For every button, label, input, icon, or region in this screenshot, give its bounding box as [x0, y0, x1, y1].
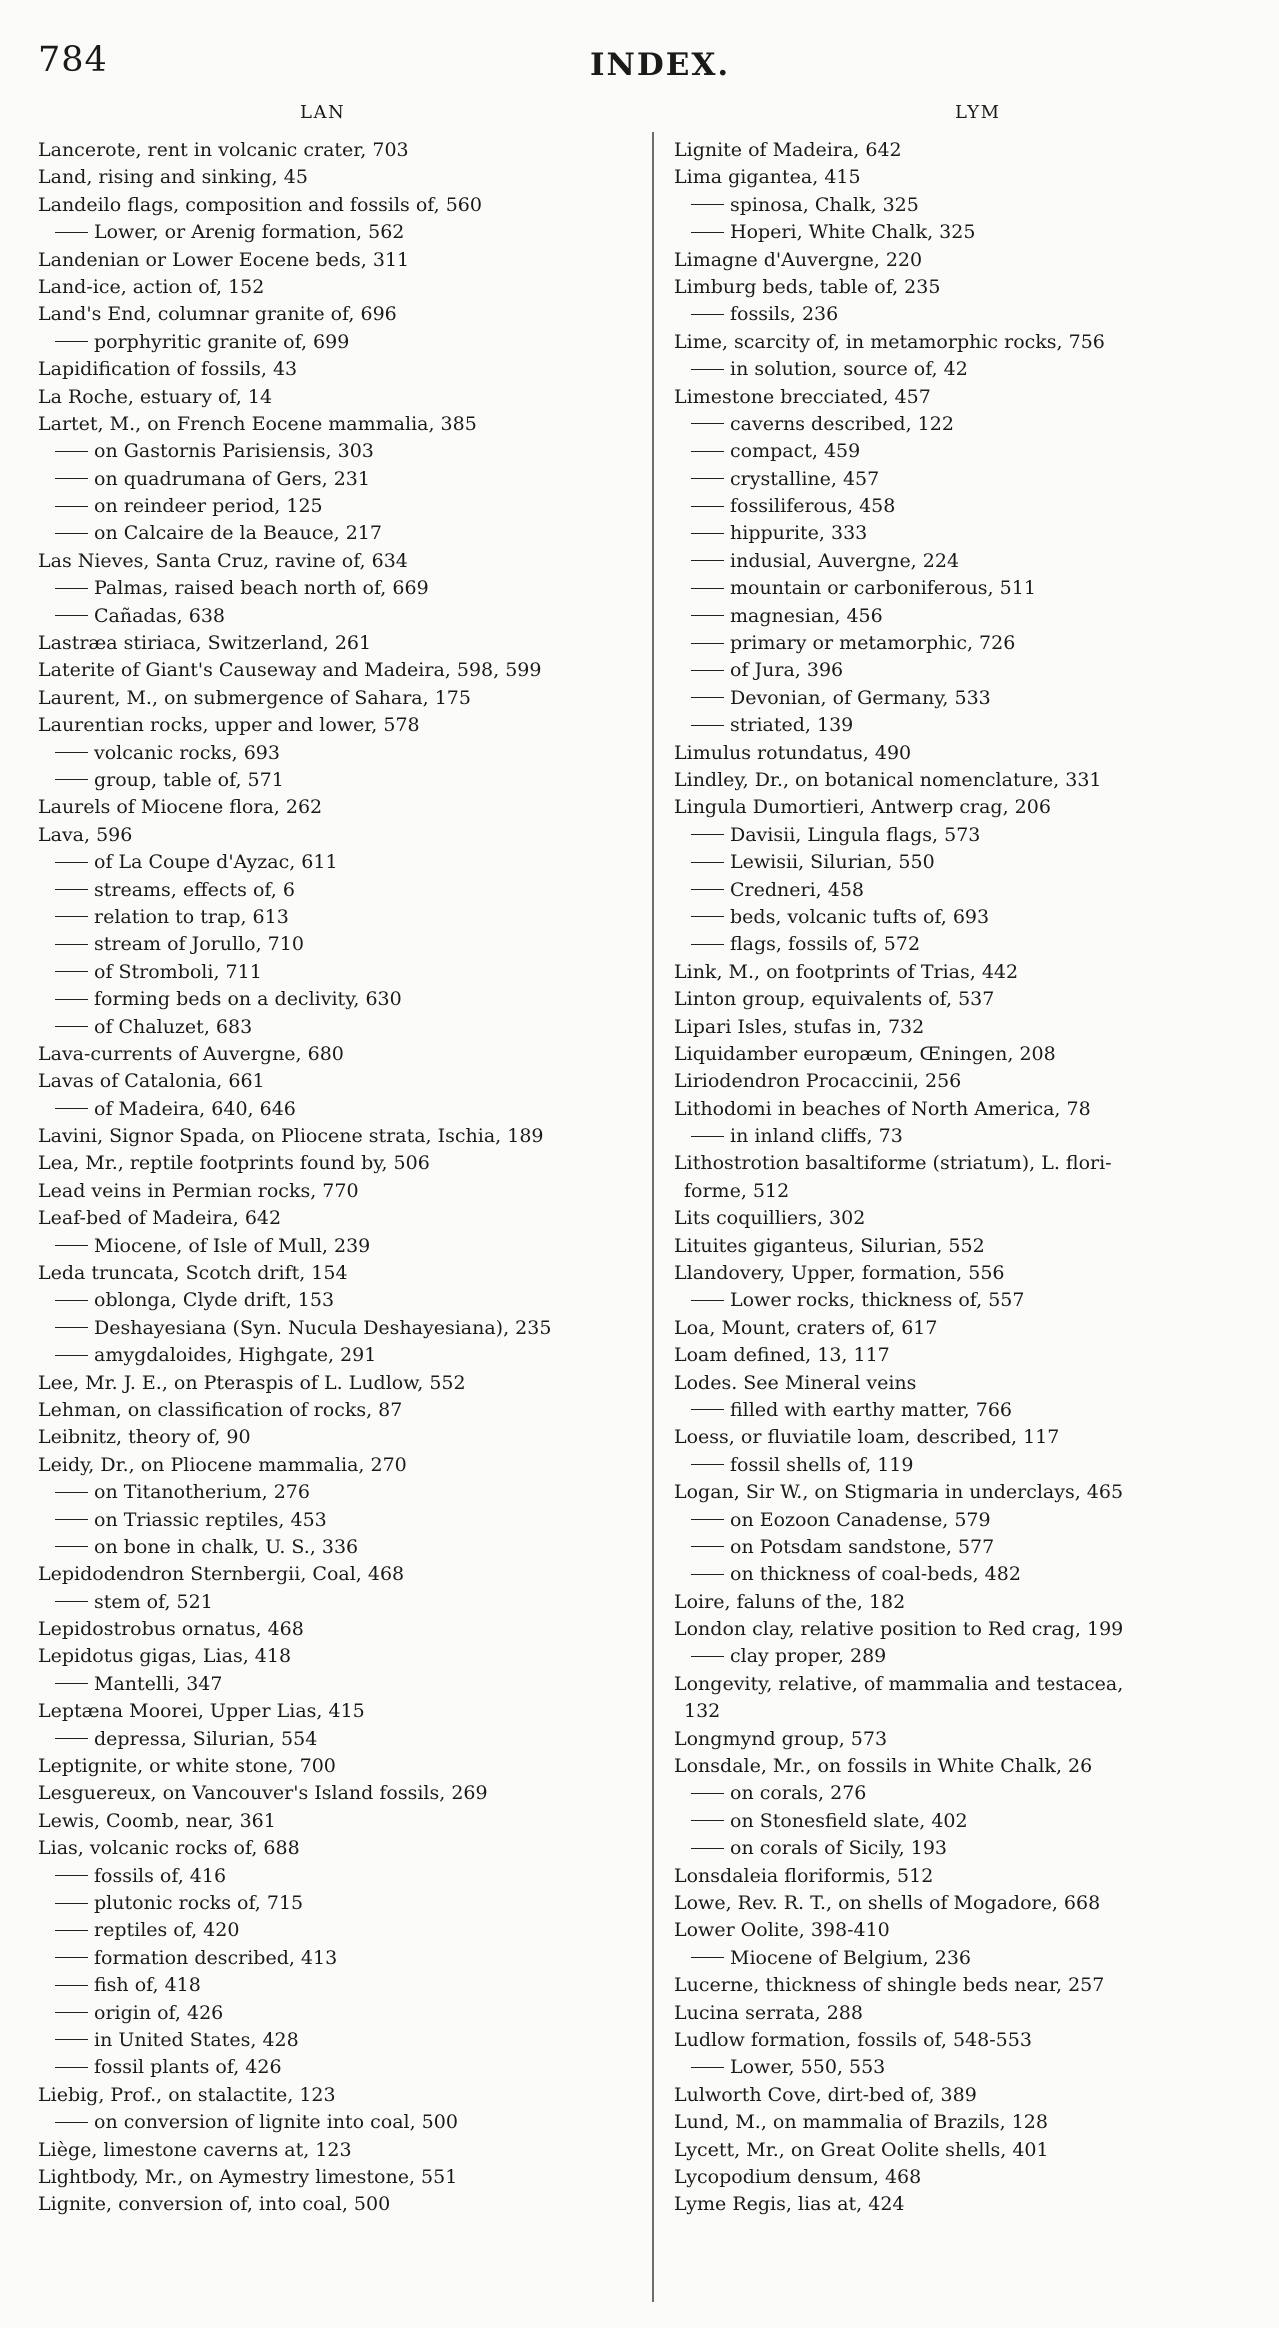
index-entry: Liquidamber europæum, Œningen, 208 — [674, 1042, 1056, 1065]
index-entry: Llandovery, Upper, formation, 556 — [674, 1262, 1005, 1285]
index-subentry: on Stonesfield slate, 402 — [674, 1808, 1274, 1835]
index-entry: Liebig, Prof., on stalactite, 123 — [38, 2083, 336, 2106]
index-entry: Land-ice, action of, 152 — [38, 275, 265, 298]
left-column-heading: LAN — [300, 102, 346, 123]
index-entry: Leibnitz, theory of, 90 — [38, 1426, 251, 1449]
index-subentry: on thickness of coal-beds, 482 — [674, 1561, 1274, 1588]
index-subentry: amygdaloides, Highgate, 291 — [38, 1342, 643, 1369]
column-divider — [652, 132, 654, 2302]
index-subentry: Miocene, of Isle of Mull, 239 — [38, 1233, 643, 1260]
index-entry: Laurent, M., on submergence of Sahara, 175 — [38, 686, 471, 709]
index-subentry: on reindeer period, 125 — [38, 493, 643, 520]
index-subentry: on bone in chalk, U. S., 336 — [38, 1534, 643, 1561]
index-entry: Land's End, columnar granite of, 696 — [38, 303, 397, 326]
index-entry: Link, M., on footprints of Trias, 442 — [674, 960, 1019, 983]
index-entry: Laurentian rocks, upper and lower, 578 — [38, 714, 420, 737]
index-entry: Longmynd group, 573 — [674, 1727, 888, 1750]
index-entry: Lonsdaleia floriformis, 512 — [674, 1864, 934, 1887]
index-entry: Lithodomi in beaches of North America, 78 — [674, 1097, 1091, 1120]
index-entry: La Roche, estuary of, 14 — [38, 385, 273, 408]
index-subentry: Cañadas, 638 — [38, 603, 643, 630]
index-entry: Lycett, Mr., on Great Oolite shells, 401 — [674, 2138, 1049, 2161]
index-subentry: compact, 459 — [674, 438, 1274, 465]
index-subentry: of Jura, 396 — [674, 657, 1274, 684]
index-entry: 132 — [684, 1700, 721, 1723]
index-entry: forme, 512 — [684, 1179, 790, 1202]
index-entry: Lodes. See Mineral veins — [674, 1371, 917, 1394]
index-entry: Liège, limestone caverns at, 123 — [38, 2138, 352, 2161]
index-subentry: in United States, 428 — [38, 2027, 643, 2054]
index-subentry: depressa, Silurian, 554 — [38, 1726, 643, 1753]
index-entry: Loa, Mount, craters of, 617 — [674, 1316, 938, 1339]
index-subentry: crystalline, 457 — [674, 466, 1274, 493]
index-entry: Lea, Mr., reptile footprints found by, 506 — [38, 1152, 430, 1175]
index-subentry: on corals of Sicily, 193 — [674, 1835, 1274, 1862]
index-entry: Leda truncata, Scotch drift, 154 — [38, 1262, 348, 1285]
index-subentry: Lower, 550, 553 — [674, 2054, 1274, 2081]
index-subentry: fossil plants of, 426 — [38, 2054, 643, 2081]
index-subentry: caverns described, 122 — [674, 411, 1274, 438]
index-subentry: volcanic rocks, 693 — [38, 740, 643, 767]
index-entry: Lastræa stiriaca, Switzerland, 261 — [38, 632, 372, 655]
index-entry: Lingula Dumortieri, Antwerp crag, 206 — [674, 796, 1051, 819]
index-subentry: mountain or carboniferous, 511 — [674, 575, 1274, 602]
index-subentry: clay proper, 289 — [674, 1643, 1274, 1670]
index-entry: Lindley, Dr., on botanical nomenclature, 331 — [674, 768, 1102, 791]
index-entry: Leaf-bed of Madeira, 642 — [38, 1207, 282, 1230]
index-entry: Lee, Mr. J. E., on Pteraspis of L. Ludlow, 552 — [38, 1371, 466, 1394]
page-number: 784 — [38, 40, 108, 80]
index-entry: Leptæna Moorei, Upper Lias, 415 — [38, 1700, 365, 1723]
index-entry: Lonsdale, Mr., on fossils in White Chalk, 26 — [674, 1755, 1093, 1778]
index-subentry: of La Coupe d'Ayzac, 611 — [38, 849, 643, 876]
index-subentry: Devonian, of Germany, 533 — [674, 685, 1274, 712]
index-subentry: forming beds on a declivity, 630 — [38, 986, 643, 1013]
index-subentry: formation described, 413 — [38, 1945, 643, 1972]
index-subentry: on Titanotherium, 276 — [38, 1479, 643, 1506]
index-entry: Lepidodendron Sternbergii, Coal, 468 — [38, 1563, 405, 1586]
index-subentry: stream of Jorullo, 710 — [38, 931, 643, 958]
index-subentry: oblonga, Clyde drift, 153 — [38, 1287, 643, 1314]
index-subentry: Hoperi, White Chalk, 325 — [674, 219, 1274, 246]
index-entry: Lulworth Cove, dirt-bed of, 389 — [674, 2083, 977, 2106]
index-entry: Lartet, M., on French Eocene mammalia, 385 — [38, 412, 477, 435]
page-title: INDEX. — [590, 47, 731, 83]
index-entry: Lipari Isles, stufas in, 732 — [674, 1015, 925, 1038]
index-subentry: stem of, 521 — [38, 1589, 643, 1616]
index-subentry: of Stromboli, 711 — [38, 959, 643, 986]
index-entry: Lias, volcanic rocks of, 688 — [38, 1837, 300, 1860]
index-subentry: fossil shells of, 119 — [674, 1452, 1274, 1479]
index-entry: Las Nieves, Santa Cruz, ravine of, 634 — [38, 549, 408, 572]
index-entry: Lycopodium densum, 468 — [674, 2165, 922, 2188]
index-entry: Lignite, conversion of, into coal, 500 — [38, 2193, 391, 2216]
index-entry: Lava, 596 — [38, 823, 133, 846]
index-entry: Lowe, Rev. R. T., on shells of Mogadore, 668 — [674, 1892, 1101, 1914]
index-entry: Limestone brecciated, 457 — [674, 385, 931, 408]
index-entry: Loess, or fluviatile loam, described, 117 — [674, 1426, 1060, 1449]
index-subentry: plutonic rocks of, 715 — [38, 1890, 643, 1917]
index-entry: Lyme Regis, lias at, 424 — [674, 2193, 905, 2216]
index-subentry: striated, 139 — [674, 712, 1274, 739]
index-subentry: on Triassic reptiles, 453 — [38, 1507, 643, 1534]
index-subentry: relation to trap, 613 — [38, 904, 643, 931]
index-subentry: on Potsdam sandstone, 577 — [674, 1534, 1274, 1561]
index-subentry: on Eozoon Canadense, 579 — [674, 1507, 1274, 1534]
index-subentry: Palmas, raised beach north of, 669 — [38, 575, 643, 602]
index-entry: Lithostrotion basaltiforme (striatum), L. flori- — [674, 1152, 1112, 1175]
index-entry: Lund, M., on mammalia of Brazils, 128 — [674, 2111, 1048, 2134]
index-subentry: flags, fossils of, 572 — [674, 931, 1274, 958]
index-entry: Leidy, Dr., on Pliocene mammalia, 270 — [38, 1453, 407, 1476]
index-subentry: of Chaluzet, 683 — [38, 1014, 643, 1041]
index-subentry: in solution, source of, 42 — [674, 356, 1274, 383]
index-subentry: hippurite, 333 — [674, 520, 1274, 547]
index-entry: Lepidotus gigas, Lias, 418 — [38, 1645, 292, 1668]
index-subentry: porphyritic granite of, 699 — [38, 329, 643, 356]
index-entry: Logan, Sir W., on Stigmaria in underclays, 465 — [674, 1481, 1124, 1504]
index-entry: Lewis, Coomb, near, 361 — [38, 1809, 276, 1832]
left-index-column — [38, 137, 643, 2219]
index-entry: Laterite of Giant's Causeway and Madeira, 598, 599 — [38, 659, 542, 682]
index-entry: Liriodendron Procaccinii, 256 — [674, 1070, 962, 1093]
index-subentry: reptiles of, 420 — [38, 1917, 643, 1944]
index-subentry: magnesian, 456 — [674, 603, 1274, 630]
index-entry: Linton group, equivalents of, 537 — [674, 988, 995, 1011]
index-entry: Landeilo flags, composition and fossils of, 560 — [38, 193, 482, 216]
index-entry: Loire, faluns of the, 182 — [674, 1590, 906, 1613]
index-subentry: Credneri, 458 — [674, 877, 1274, 904]
index-entry: Lucina serrata, 288 — [674, 2001, 863, 2024]
index-subentry: primary or metamorphic, 726 — [674, 630, 1274, 657]
index-subentry: on Gastornis Parisiensis, 303 — [38, 438, 643, 465]
index-subentry: Davisii, Lingula flags, 573 — [674, 822, 1274, 849]
index-entry: Lime, scarcity of, in metamorphic rocks, 756 — [674, 330, 1105, 353]
index-entry: Loam defined, 13, 117 — [674, 1344, 890, 1367]
index-entry: Leptignite, or white stone, 700 — [38, 1755, 336, 1778]
index-subentry: in inland cliffs, 73 — [674, 1123, 1274, 1150]
index-entry: Lava-currents of Auvergne, 680 — [38, 1042, 344, 1065]
index-subentry: Miocene of Belgium, 236 — [674, 1945, 1274, 1972]
index-subentry: indusial, Auvergne, 224 — [674, 548, 1274, 575]
index-subentry: of Madeira, 640, 646 — [38, 1096, 643, 1123]
index-subentry: filled with earthy matter, 766 — [674, 1397, 1274, 1424]
index-subentry: origin of, 426 — [38, 2000, 643, 2027]
index-entry: Lits coquilliers, 302 — [674, 1207, 866, 1230]
index-entry: Laurels of Miocene flora, 262 — [38, 796, 323, 819]
index-subentry: on conversion of lignite into coal, 500 — [38, 2109, 643, 2136]
index-entry: Lima gigantea, 415 — [674, 166, 861, 189]
index-entry: Lesguereux, on Vancouver's Island fossils, 269 — [38, 1782, 488, 1805]
index-entry: Lapidification of fossils, 43 — [38, 358, 298, 381]
index-entry: Limagne d'Auvergne, 220 — [674, 248, 923, 271]
index-entry: Lehman, on classification of rocks, 87 — [38, 1398, 403, 1421]
index-entry: Lower Oolite, 398-410 — [674, 1919, 890, 1942]
index-subentry: fossils of, 416 — [38, 1863, 643, 1890]
index-entry: Lignite of Madeira, 642 — [674, 139, 902, 161]
index-subentry: Lower rocks, thickness of, 557 — [674, 1287, 1274, 1314]
index-subentry: spinosa, Chalk, 325 — [674, 192, 1274, 219]
index-subentry: on corals, 276 — [674, 1780, 1274, 1807]
index-entry: Lightbody, Mr., on Aymestry limestone, 551 — [38, 2165, 458, 2188]
index-subentry: on quadrumana of Gers, 231 — [38, 466, 643, 493]
index-entry: Lead veins in Permian rocks, 770 — [38, 1179, 359, 1202]
index-entry: Lancerote, rent in volcanic crater, 703 — [38, 139, 409, 161]
right-index-column — [674, 137, 1274, 2219]
index-subentry: Deshayesiana (Syn. Nucula Deshayesiana), 235 — [38, 1315, 643, 1342]
index-subentry: Lewisii, Silurian, 550 — [674, 849, 1274, 876]
index-subentry: fossils, 236 — [674, 301, 1274, 328]
index-entry: Lepidostrobus ornatus, 468 — [38, 1618, 304, 1641]
index-entry: Land, rising and sinking, 45 — [38, 166, 308, 189]
index-subentry: streams, effects of, 6 — [38, 877, 643, 904]
index-entry: London clay, relative position to Red crag, 199 — [674, 1618, 1124, 1641]
index-subentry: group, table of, 571 — [38, 767, 643, 794]
index-subentry: fish of, 418 — [38, 1972, 643, 1999]
index-entry: Lavas of Catalonia, 661 — [38, 1070, 265, 1093]
index-subentry: Lower, or Arenig formation, 562 — [38, 219, 643, 246]
index-subentry: Mantelli, 347 — [38, 1671, 643, 1698]
index-entry: Ludlow formation, fossils of, 548-553 — [674, 2028, 1032, 2051]
index-entry: Limburg beds, table of, 235 — [674, 275, 941, 298]
index-entry: Lituites giganteus, Silurian, 552 — [674, 1234, 985, 1257]
right-column-heading: LYM — [955, 102, 1001, 123]
index-subentry: fossiliferous, 458 — [674, 493, 1274, 520]
index-entry: Lucerne, thickness of shingle beds near, 257 — [674, 1974, 1105, 1997]
index-subentry: beds, volcanic tufts of, 693 — [674, 904, 1274, 931]
index-entry: Limulus rotundatus, 490 — [674, 741, 912, 764]
index-entry: Lavini, Signor Spada, on Pliocene strata, Ischia, 189 — [38, 1125, 544, 1148]
index-entry: Landenian or Lower Eocene beds, 311 — [38, 248, 410, 271]
index-entry: Longevity, relative, of mammalia and testacea, — [674, 1672, 1124, 1695]
index-subentry: on Calcaire de la Beauce, 217 — [38, 520, 643, 547]
